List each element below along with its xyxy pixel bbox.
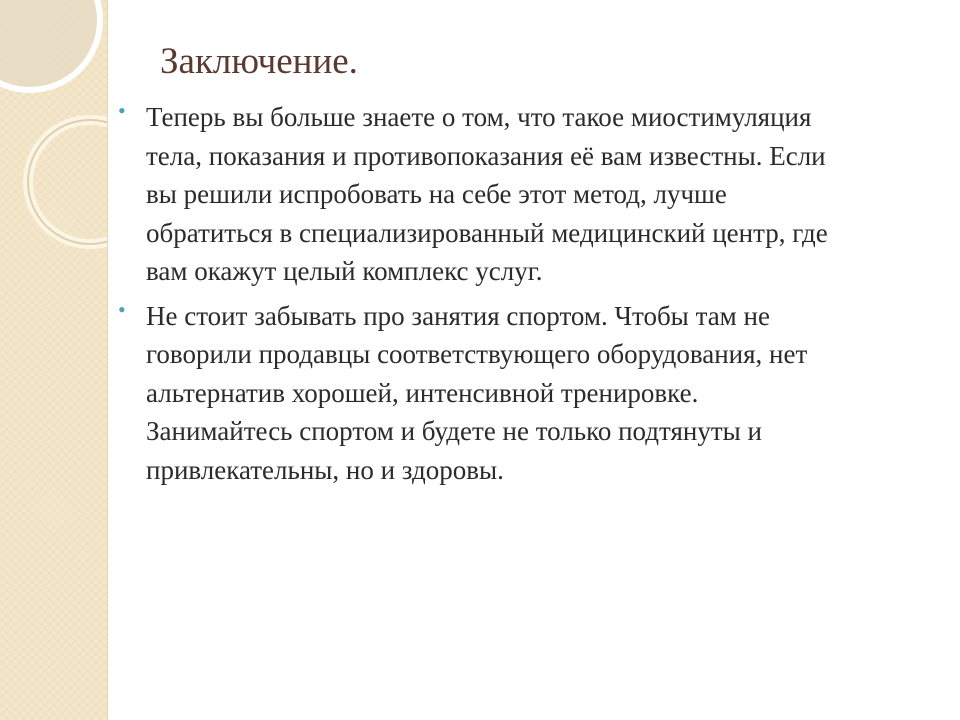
slide-title: Заключение.: [160, 41, 358, 82]
bullet-point-icon: •: [118, 98, 126, 123]
decorative-circles-graphic: [0, 0, 107, 720]
bullet-point-icon: •: [118, 296, 126, 322]
bullet-text: Теперь вы больше знаете о том, что такое миостимуляция тела, показания и противопоказания её вам известны. Если вы решили испробовать на себе этот метод, лучше обратиться в специализированный медицинский центр, где вам окажут целый комплекс услуг.: [146, 102, 828, 286]
bullet-item: [118, 297, 838, 490]
decorative-side-panel: [0, 0, 108, 720]
bullet-list: [118, 98, 838, 495]
bullet-item: [118, 98, 838, 291]
bullet-text: Не стоит забывать про занятия спортом. Чтобы там не говорили продавцы соответствующего оборудования, нет альтернатив хорошей, интенсивной тренировке. Занимайтесь спортом и будете не только подтянуты и привлекательны, но и здоровы.: [146, 300, 808, 485]
